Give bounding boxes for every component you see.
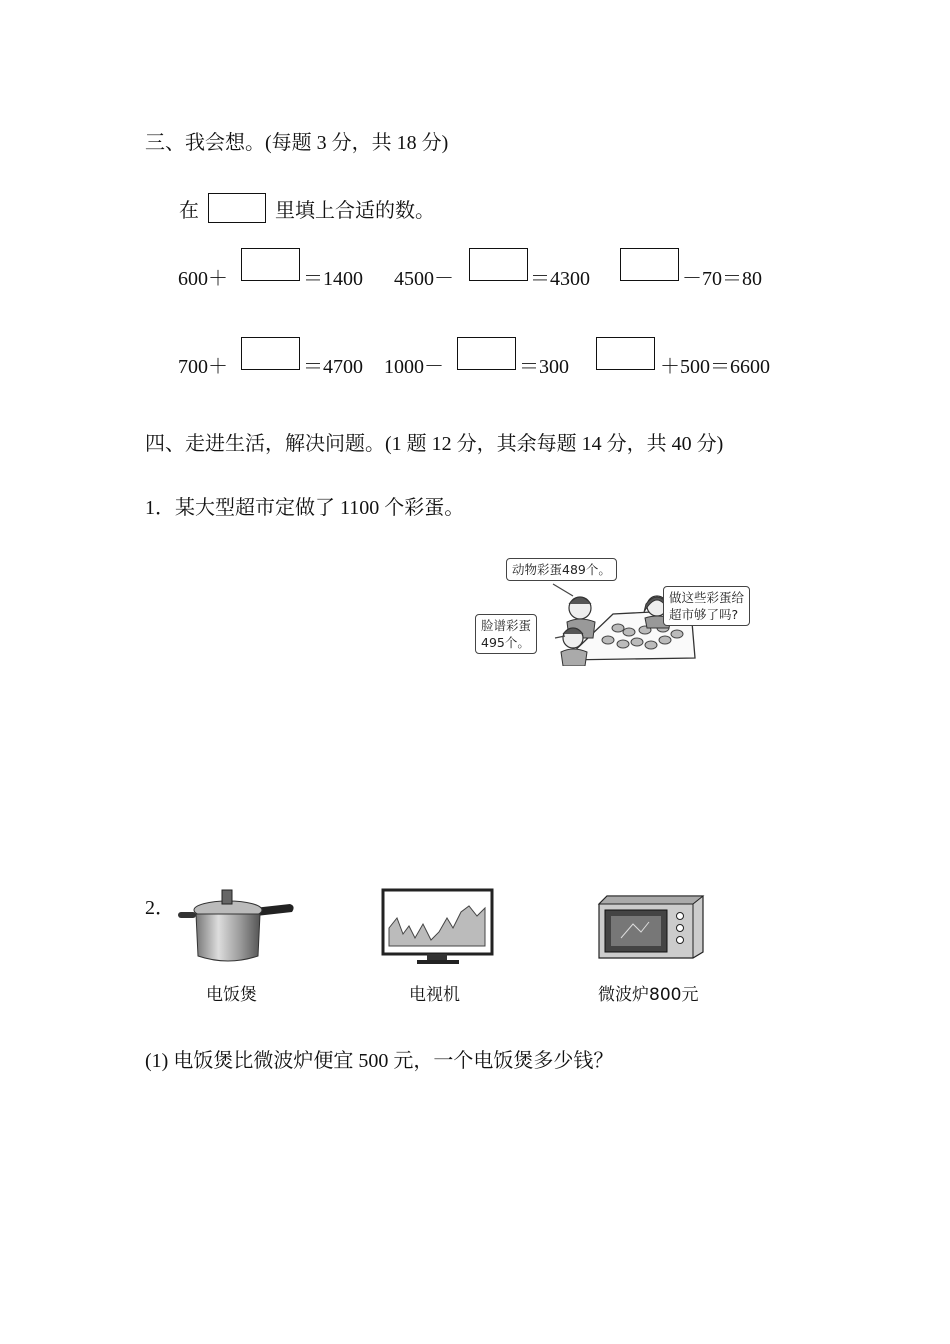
microwave-caption: 微波炉800元 xyxy=(598,985,699,1005)
eq4-right: ＝4700 xyxy=(303,356,363,378)
eq4-left: 700＋ xyxy=(178,356,228,378)
question-1: 1．某大型超市定做了 1100 个彩蛋。 xyxy=(145,497,465,519)
bubble-face-line-2: 495个。 xyxy=(481,635,530,650)
eq3-right: －70＝80 xyxy=(682,268,762,290)
eq5-right: ＝300 xyxy=(519,356,569,378)
bubble-enough-line-2: 超市够了吗? xyxy=(669,607,739,622)
question-2-number: 2． xyxy=(145,897,175,919)
example-answer-box xyxy=(208,193,266,223)
eq2-answer-box[interactable] xyxy=(469,248,528,281)
instruction-pre: 在 xyxy=(179,200,199,222)
eq2-right: ＝4300 xyxy=(530,268,590,290)
eq2-left: 4500－ xyxy=(394,268,454,290)
eq6-answer-box[interactable] xyxy=(596,337,655,370)
bubble-enough-line-1: 做这些彩蛋给 xyxy=(669,590,745,605)
eq5-answer-box[interactable] xyxy=(457,337,516,370)
speech-bubble-enough xyxy=(663,586,750,626)
rice-cooker-image xyxy=(176,884,298,966)
rice-cooker-icon xyxy=(176,884,298,966)
question-2-1: (1) 电饭煲比微波炉便宜 500 元，一个电饭煲多少钱？ xyxy=(145,1050,614,1072)
microwave-icon xyxy=(597,894,707,960)
bubble-face-line-1: 脸谱彩蛋 xyxy=(481,618,532,633)
eq3-answer-box[interactable] xyxy=(620,248,679,281)
eq1-left: 600＋ xyxy=(178,268,228,290)
microwave-image xyxy=(597,894,707,960)
instruction-line xyxy=(179,193,435,223)
eq4-answer-box[interactable] xyxy=(241,337,300,370)
eq1-answer-box[interactable] xyxy=(241,248,300,281)
section-4-heading: 四、走进生活，解决问题。(1 题 12 分，其余每题 14 分，共 40 分) xyxy=(145,433,724,455)
speech-bubble-face-eggs xyxy=(475,614,537,654)
eq6-right: ＋500＝6600 xyxy=(660,356,770,378)
rice-cooker-caption: 电饭煲 xyxy=(206,985,257,1005)
speech-bubble-animal-eggs: 动物彩蛋489个。 xyxy=(506,558,617,581)
tv-icon xyxy=(381,888,494,968)
eq5-left: 1000－ xyxy=(384,356,444,378)
section-3-heading: 三、我会想。(每题 3 分，共 18 分) xyxy=(145,132,449,154)
eq1-right: ＝1400 xyxy=(303,268,363,290)
tv-image xyxy=(381,888,494,968)
tv-caption: 电视机 xyxy=(409,985,460,1005)
instruction-post: 里填上合适的数。 xyxy=(275,200,435,222)
